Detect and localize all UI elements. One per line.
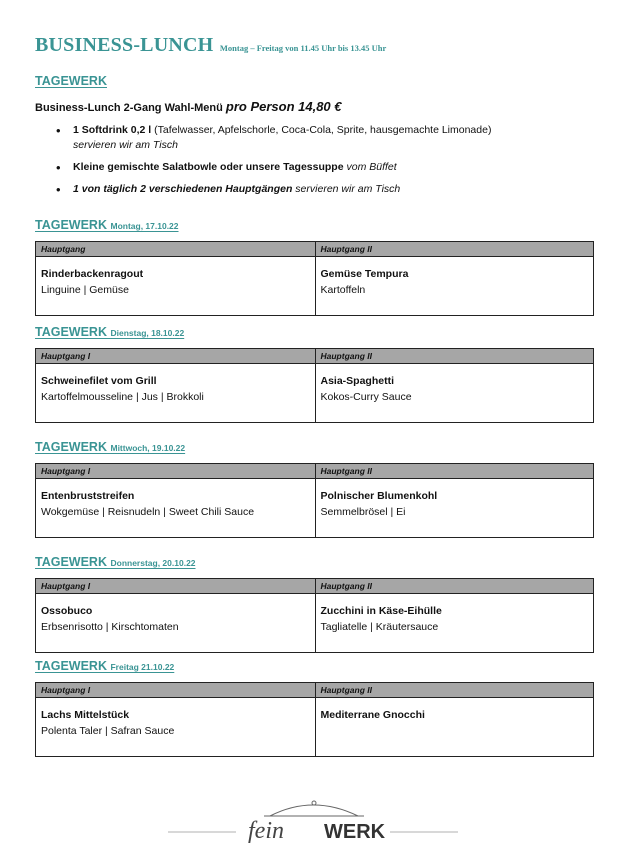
table-header xyxy=(36,242,593,257)
bullet-strong: 1 Softdrink 0,2 l xyxy=(73,124,152,136)
dish-cell xyxy=(315,364,594,422)
dish-sides: Erbsenrisotto | Kirschtomaten xyxy=(41,621,179,633)
page-title xyxy=(35,34,386,57)
column-header: Hauptgang II xyxy=(315,242,594,256)
day-date: Freitag 21.10.22 xyxy=(110,662,175,672)
bullet-item xyxy=(56,123,596,153)
bullet-text: (Tafelwasser, Apfelschorle, Coca-Cola, Sprite, hausgemachte Limonade) xyxy=(151,124,492,136)
dish-cell xyxy=(315,698,594,756)
dish-name: Polnischer Blumenkohl xyxy=(320,490,438,502)
dish-name: Entenbruststreifen xyxy=(41,490,135,502)
bullet-note: servieren wir am Tisch xyxy=(292,183,401,195)
dish-cell xyxy=(315,257,594,315)
feinwerk-logo xyxy=(168,797,458,847)
menu-table-thursday xyxy=(35,578,594,653)
column-header: Hauptgang II xyxy=(315,349,594,363)
column-header: Hauptgang II xyxy=(315,579,594,593)
table-row xyxy=(36,479,593,537)
day-date: Montag, 17.10.22 xyxy=(110,221,179,231)
table-header xyxy=(36,579,593,594)
logo-word: WERK xyxy=(324,821,386,843)
column-header: Hauptgang I xyxy=(41,466,91,476)
dish-name: Lachs Mittelstück xyxy=(41,709,130,721)
day-heading-tuesday xyxy=(35,325,184,339)
table-header xyxy=(36,683,593,698)
bullet-item xyxy=(56,182,596,197)
offer-line xyxy=(35,99,342,114)
title-subtitle: Montag – Freitag von 11.45 Uhr bis 13.45 Uhr xyxy=(219,43,387,53)
day-heading-wednesday xyxy=(35,440,185,454)
dish-cell xyxy=(36,594,315,652)
offer-price: pro Person 14,80 € xyxy=(225,99,342,114)
day-date: Dienstag, 18.10.22 xyxy=(110,328,185,338)
day-heading-label: TAGEWERK xyxy=(35,218,107,232)
dish-name: Mediterrane Gnocchi xyxy=(320,709,425,721)
table-row xyxy=(36,698,593,756)
column-header: Hauptgang I xyxy=(41,685,91,695)
table-row xyxy=(36,257,593,315)
day-heading-friday xyxy=(35,659,174,673)
dish-cell xyxy=(315,479,594,537)
bullet-note: vom Büffet xyxy=(343,161,397,173)
intro-heading: TAGEWERK xyxy=(35,74,107,88)
bullet-item xyxy=(56,160,596,175)
cloche-knob xyxy=(312,801,316,805)
dish-sides: Polenta Taler | Safran Sauce xyxy=(41,725,175,737)
day-date: Donnerstag, 20.10.22 xyxy=(110,558,196,568)
menu-table-wednesday xyxy=(35,463,594,538)
menu-table-friday xyxy=(35,682,594,757)
logo-script: fein xyxy=(248,818,284,844)
day-heading-monday xyxy=(35,218,179,232)
column-header: Hauptgang II xyxy=(315,683,594,697)
dish-sides: Kartoffeln xyxy=(320,284,366,296)
bullet-strong: Kleine gemischte Salatbowle oder unsere Tagessuppe xyxy=(73,161,344,173)
offer-bullets xyxy=(56,123,596,204)
table-row xyxy=(36,364,593,422)
dish-name: Asia-Spaghetti xyxy=(320,375,395,387)
dish-cell xyxy=(36,698,315,756)
day-heading-label: TAGEWERK xyxy=(35,659,107,673)
day-heading-label: TAGEWERK xyxy=(35,555,107,569)
dish-name: Ossobuco xyxy=(41,605,93,617)
cloche-icon xyxy=(270,805,358,816)
dish-sides: Semmelbrösel | Ei xyxy=(320,506,406,518)
dish-name: Rinderbackenragout xyxy=(41,268,144,280)
dish-sides: Wokgemüse | Reisnudeln | Sweet Chili Sauce xyxy=(41,506,255,518)
day-heading-label: TAGEWERK xyxy=(35,440,107,454)
dish-cell xyxy=(315,594,594,652)
column-header: Hauptgang I xyxy=(41,351,91,361)
column-header: Hauptgang xyxy=(41,244,86,254)
bullet-strong: 1 von täglich 2 verschiedenen Hauptgängen xyxy=(73,183,293,195)
dish-sides: Tagliatelle | Kräutersauce xyxy=(320,621,439,633)
day-heading-label: TAGEWERK xyxy=(35,325,107,339)
dish-sides: Linguine | Gemüse xyxy=(41,284,129,296)
dish-name: Gemüse Tempura xyxy=(320,268,409,280)
dish-sides: Kartoffelmousseline | Jus | Brokkoli xyxy=(41,391,204,403)
table-row xyxy=(36,594,593,652)
title-main: BUSINESS-LUNCH xyxy=(35,34,214,56)
dish-cell xyxy=(36,364,315,422)
dish-cell xyxy=(36,257,315,315)
dish-cell xyxy=(36,479,315,537)
dish-name: Zucchini in Käse-Eihülle xyxy=(320,605,442,617)
column-header: Hauptgang II xyxy=(315,464,594,478)
dish-name: Schweinefilet vom Grill xyxy=(41,375,157,387)
day-heading-thursday xyxy=(35,555,196,569)
menu-table-monday xyxy=(35,241,594,316)
day-date: Mittwoch, 19.10.22 xyxy=(110,443,186,453)
dish-sides: Kokos-Curry Sauce xyxy=(320,391,412,403)
table-header xyxy=(36,349,593,364)
table-header xyxy=(36,464,593,479)
bullet-note: servieren wir am Tisch xyxy=(73,139,178,151)
offer-label: Business-Lunch 2-Gang Wahl-Menü xyxy=(35,102,223,114)
column-header: Hauptgang I xyxy=(41,581,91,591)
menu-table-tuesday xyxy=(35,348,594,423)
